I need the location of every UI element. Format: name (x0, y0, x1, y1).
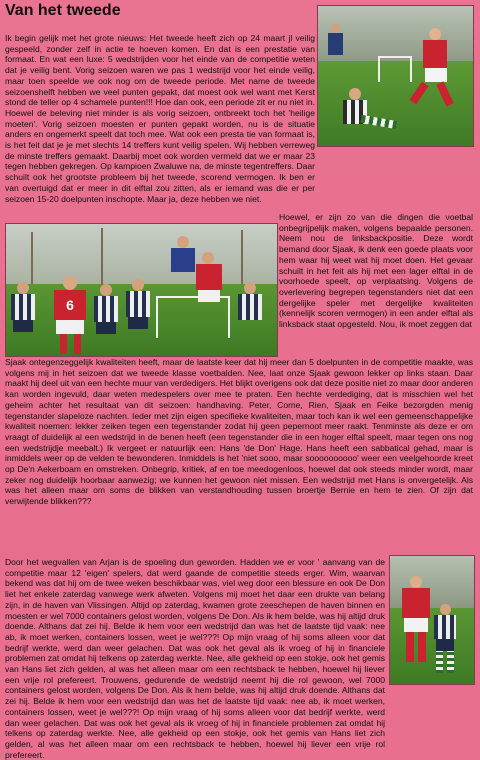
photo-middle-left (5, 223, 278, 357)
article-paragraph-3: Sjaak ontegenzeggelijk kwaliteiten heeft, maar de laatste keer dat hij meer dan 5 doelpunten in de competitie maakte, was volgens mij in het seizoen dat we tweede klasse voetbalden. Nee, laat onze Sjaak gewoon lekker op links staan. Daar maakt hij deel uit van een hechte muur van verdedigers. Het blijkt overigens ook dat deze positie niet zo maar door anderen kan worden ingevuld, daar weten medespelers over mee te praten. Een hechte verdediging, dat is misschien wel het geheim achter het resultaat van dit seizoen: handhaving. Peter, Corne, Rien, Sjaak en Feike bezorgden menig tegenstander slapeloze nachten. Ieder met zijn eigen specifieke kwaliteiten, maar toch kan ik wel een gemeenschappelijke kwaliteit noemen: lekker zeiken tegen een tegenstander zodat hij geen pepernoot meer raakt. Tenminste als deze er om vraagt of duidelijk al een wedstrijd in de benen heeft (een tegenstander die in een hoger elftal speelt, maar tegen ons nog een wedstrijdje meebalt.) Ik vergeet er natuurlijk een: Hans 'de Don' Hage. Hans heeft een sabbatical gehad, maar is inmiddels weer op de velden te bewonderen. Inmiddels is het 'niet sooo, maar soooooooooo' weer een veelgehoorde kreet op De'n Aekerboam en omstreken. Onbegrip, kritiek, af en toe meedogenloos, hoewel dat ook steeds minder wordt, maar zeker nog duidelijk hoorbaar aanwezig; we kunnen het gewoon niet missen. Een wedstrijd met Hans is onvergetelijk. Als was het alleen maar om soms de blikken van verstandhouding tussen broertje Bernie en hem te zien. Of zijn dat verwijtende blikken??? (5, 357, 473, 507)
page-title: Van het tweede (5, 2, 121, 19)
shirt-number: 6 (54, 290, 86, 320)
photo-top-right (317, 5, 474, 147)
article-paragraph-4: Door het wegvallen van Arjan is de spoeling dun geworden. Hadden we er voor ' aanvang van de competitie maar 12 'eigen' spelers, dat werd gaande de competitie steeds erger. Wim, waarvan bekend was dat hij om de twee weken beschikbaar was, viel weg door een blessure en ook De Don liet het enkele zaterdag vanwege werk afweten. Volgens mij moet het daar een drukte van belang zijn, in de haven van Vlissingen. Altijd op zaterdag, kwamen grote zeeschepen de haven binnen en moesten er wel 7000 containers gelost worden, volgens De Don. Als ik hem belde, was hij altijd druk doende. Althans dat zei hij. Belde ik hem voor een wedstrijd dan was het de laatste tijd vaak: nee ab, ik moet werken, containers lossen, weet je wel???! Op mijn vraag of hij soms alleen voor dat bedrijf werkte, werd dan weer gelachen. Dat was ook het geval als ik vroeg of hij in financiele problemen zat omdat hij telkens op zaterdag werkte. Nee, alle gekheid op een stokje, ook het gemis van Hans liet zich gelden, al was het alleen maar om een rechtsback te hebben, hoewel hij liever een vrije rol prefereert. Trouwens, gedurende de wedstrijd neemt hij die rol gewoon, wel 7000 containers gelost worden, volgens De Don. Als ik hem belde, was hij altijd druk doende. Althans dat zei hij. Belde ik hem voor een wedstrijd dan was het de laatste tijd vaak: nee ab, ik moet werken, containers lossen, weet je wel???! Op mijn vraag of hij soms alleen voor dat bedrijf werkte, werd dan weer gelachen. Dat was ook het geval als ik vroeg of hij in financiele problemen zat omdat hij telkens op zaterdag werkte. Nee, alle gekheid op een stokje, ook het gemis van Hans liet zich gelden, al was het alleen maar om een rechtsback te hebben, hoewel hij liever een vrije rol prefereert. (5, 557, 385, 760)
article-paragraph-1: Ik begin gelijk met het grote nieuws: Het tweede heeft zich op 24 maart jl veilig gespeeld, zonder zelf in actie te hoeven komen. En dat is een prestatie van formaat. En wat een luxe: 5 wedstrijden voor het einde van de competitie weten dat je veilig bent. Vorig seizoen waren we pas 1 wedstrijd voor het einde veilig, maar toen speelde we ook nog om de tweede periode. Met name de tweede seizoenshelft hebben we veel punten gepakt, dat moest ook wel want met Kerst stond de teller op 4 schamele punten!!! Hoe dan ook, een periode zit er nu niet in. Hoewel de beleving niet minder is als vorig seizoen, ontbreekt toch het 'heilige moeten'. Vorig seizoen moesten er punten gepakt worden, nu is de situatie anders en ongemerkt speelt dat toch mee. Wat ook een presta tie van formaat is, is het feit dat je je met slechts 14 treffers kunt veilig spelen. Wij hebben verreweg de minste treffers gemaakt. Daarbij moet ook worden vermeld dat we er maar 23 tegen hebben gekregen. Op kampioen Zwaluwe na, de minste tegentreffers. Daar schuilt ook het grootste probleem bij het tweede, scorend vermogen. Ik ben er van overtuigd dat er meer in dit elftal zou zitten, als er iemand was die er per seizoen 15-20 doelpunten inschopte. Maar ja, deze hebben we niet. (5, 33, 315, 204)
photo-bottom-right (389, 555, 475, 685)
article-paragraph-2: Hoewel, er zijn zo van die dingen die voetbal onbegrijpelijk maken, volgens bepaalde personen. Neem nou de linksbackpositie. Deze wordt bemand door Sjaak, ik denk een goede plaats voor hem waar hij weet wat hij moet doen. Het gevaar schuilt in het feit als hij met een lager elftal in de voorhoede speelt, op verplaatsing. Volgens de overlevering begrepen tegenstanders niet dat een dergelijke speler met dergelijke kwaliteiten (kennelijk scoren vermogen) in een ander elftal als linksback staat opgesteld. Nou, ik moet zeggen dat (279, 212, 473, 330)
